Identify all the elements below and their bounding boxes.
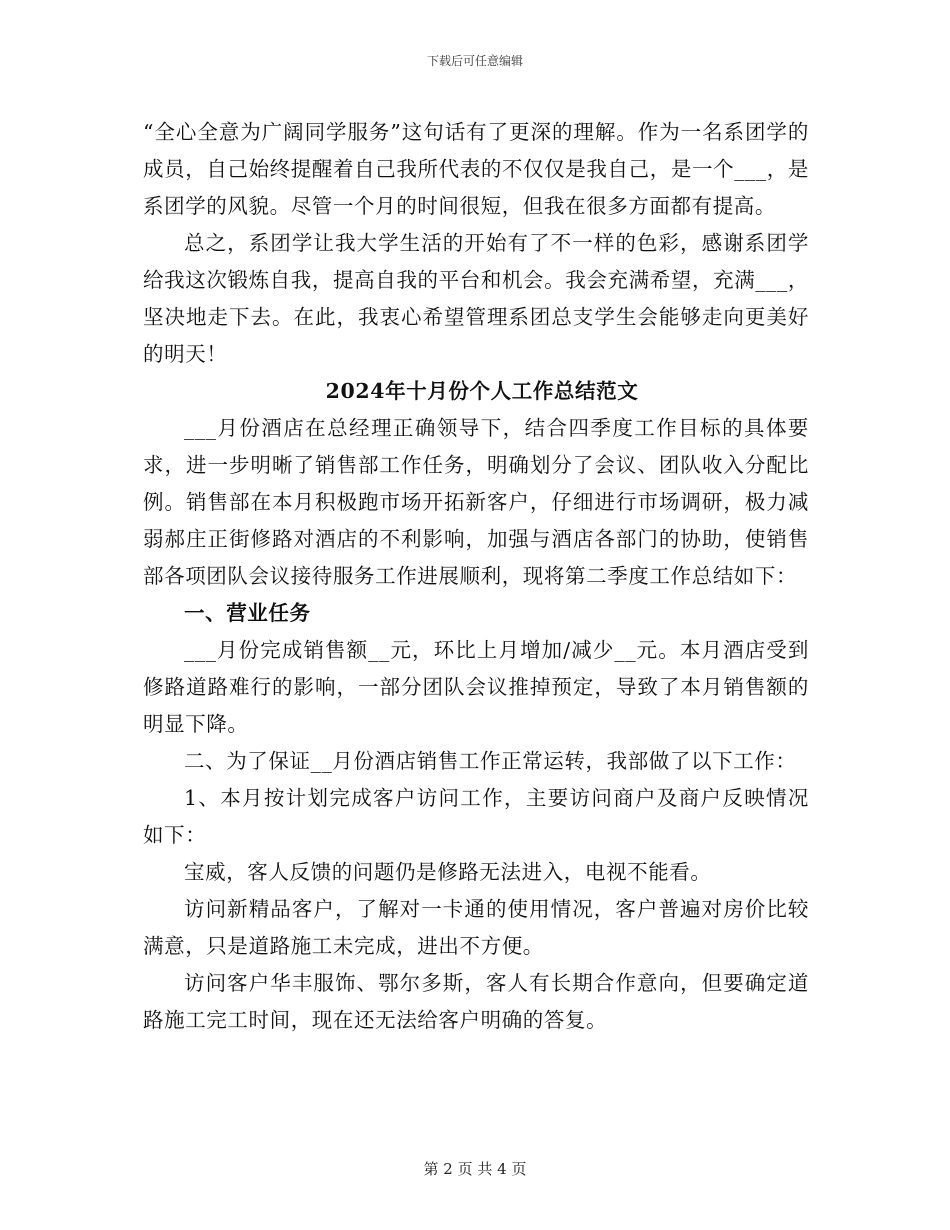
- section-heading-1: 一、营业任务: [184, 601, 311, 625]
- document-body: [143, 114, 809, 1039]
- page-number: 第 2 页 共 4 页: [423, 1160, 527, 1178]
- paragraph-9: 访问客户华丰服饰、鄂尔多斯，客人有长期合作意向，但要确定道路施工完工时间，现在还无法给客户明确的答复。: [143, 971, 809, 1032]
- paragraph-8: 访问新精品客户，了解对一卡通的使用情况，客户普遍对房价比较满意，只是道路施工未完成，进出不方便。: [143, 897, 809, 958]
- paragraph-4: ___月份完成销售额__元，环比上月增加/减少__元。本月酒店受到修路道路难行的影响，一部分团队会议推掉预定，导致了本月销售额的明显下降。: [143, 638, 809, 736]
- paragraph-7: 宝威，客人反馈的问题仍是修路无法进入，电视不能看。: [184, 860, 712, 884]
- document-title: 2024年十月份个人工作总结范文: [325, 379, 639, 403]
- paragraph-3: ___月份酒店在总经理正确领导下，结合四季度工作目标的具体要求，进一步明晰了销售部工作任务，明确划分了会议、团队收入分配比例。销售部在本月积极跑市场开拓新客户，仔细进行市场调研，极力减弱郝庄正街修路对酒店的不利影响，加强与酒店各部门的协助，使销售部各项团队会议接待服务工作进展顺利，现将第二季度工作总结如下：: [143, 416, 809, 588]
- paragraph-2: 总之，系团学让我大学生活的开始有了不一样的色彩，感谢系团学给我这次锻炼自我，提高自我的平台和机会。我会充满希望，充满___，坚决地走下去。在此，我衷心希望管理系团总支学生会能够走向更美好的明天！: [143, 231, 809, 366]
- paragraph-1: “全心全意为广阔同学服务”这句话有了更深的理解。作为一名系团学的成员，自己始终提醒着自己我所代表的不仅仅是我自己，是一个___，是系团学的风貌。尽管一个月的时间很短，但我在很多方面都有提高。: [143, 120, 809, 218]
- page-header: 下载后可任意编辑: [426, 54, 523, 68]
- paragraph-5: 二、为了保证__月份酒店销售工作正常运转，我部做了以下工作：: [184, 749, 797, 773]
- paragraph-6: 1、本月按计划完成客户访问工作，主要访问商户及商户反映情况如下：: [143, 786, 809, 847]
